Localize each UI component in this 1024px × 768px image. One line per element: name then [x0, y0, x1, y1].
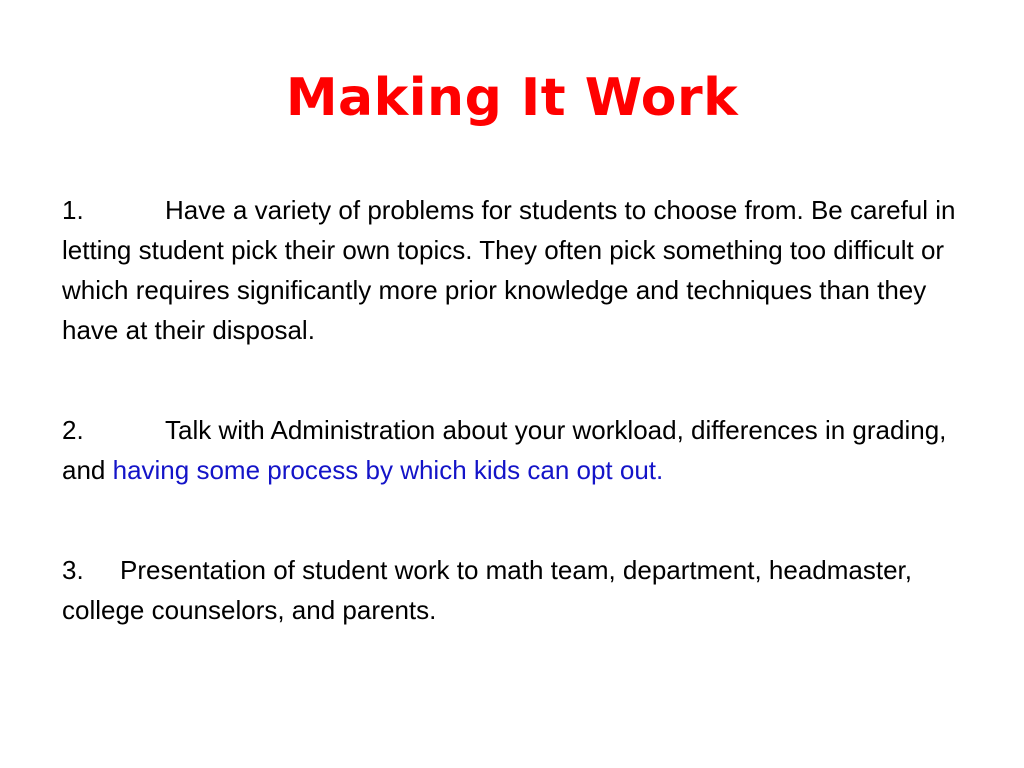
item-text-2: Talk with Administration about your workload, differences in grading, and: [62, 415, 947, 485]
slide-body: [62, 190, 982, 630]
list-item-2: [62, 410, 982, 490]
item-text-3: Presentation of student work to math team, department, headmaster, college counselors, and parents.: [62, 555, 912, 625]
list-item-1: [62, 190, 982, 350]
item-number-2: 2.: [62, 415, 84, 445]
slide-title: Making It Work: [285, 68, 739, 128]
item-text-1: Have a variety of problems for students to choose from. Be careful in letting student pick their own topics. They often pick something too difficult or which requires significantly more prior knowledge and techniques than they have at their disposal.: [62, 195, 956, 345]
list-item-3: [62, 550, 982, 630]
item-highlight-2: having some process by which kids can opt out.: [112, 455, 664, 485]
item-number-1: 1.: [62, 195, 84, 225]
item-number-3: 3.: [62, 555, 84, 585]
